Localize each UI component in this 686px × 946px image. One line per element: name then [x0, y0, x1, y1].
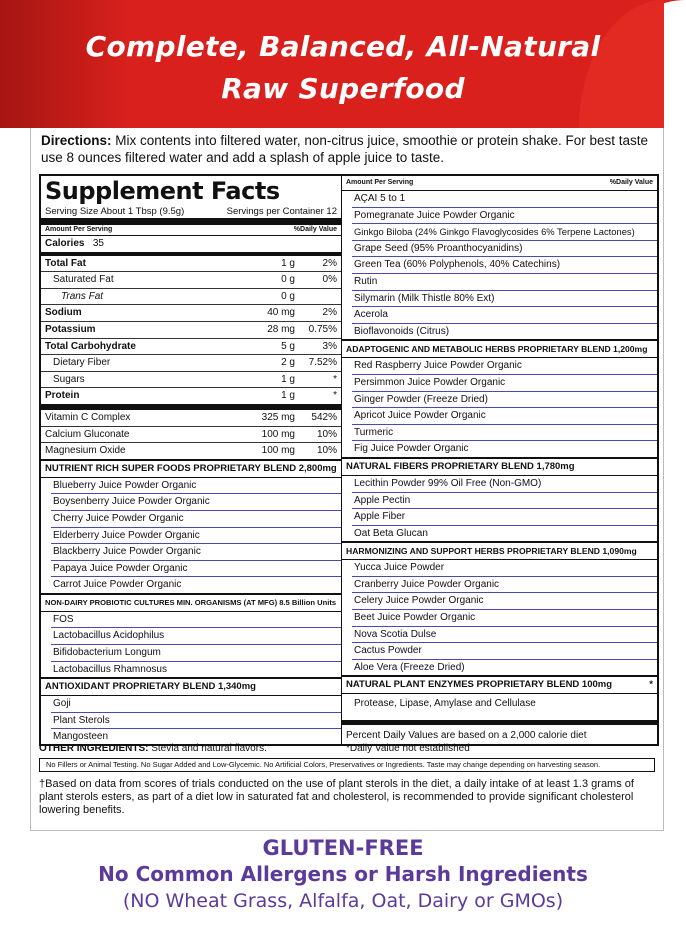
serving-size: Serving Size About 1 Tbsp (9.5g): [45, 206, 185, 217]
calories-row: [41, 236, 341, 256]
ingredient-item: Rutin: [352, 274, 657, 291]
banner-title-line1: Complete, Balanced, All-Natural: [85, 30, 601, 63]
label-panel: [30, 128, 664, 831]
thick-divider: [41, 218, 341, 225]
ingredient-item: Lactobacillus Rhamnosus: [41, 662, 341, 680]
nutrient-row: Sodium 40 mg 2%: [41, 305, 341, 322]
calories-label: Calories: [45, 238, 85, 249]
ingredient-item: Blueberry Juice Powder Organic: [51, 478, 341, 495]
vitamin-row: Calcium Gluconate 100 mg 10%: [41, 427, 341, 444]
ingredient-item: Red Raspberry Juice Powder Organic: [352, 358, 657, 375]
blend-fibers-title: NATURAL FIBERS PROPRIETARY BLEND 1,780mg: [342, 459, 657, 476]
ingredient-item: Protease, Lipase, Amylase and Cellulase: [354, 698, 536, 710]
gluten-free-heading: GLUTEN-FREE: [262, 836, 424, 860]
amount-header: [41, 225, 341, 236]
facts-title: Supplement Facts: [45, 177, 280, 205]
directions-label: Directions:: [41, 133, 112, 148]
ingredient-item: Apricot Juice Powder Organic: [352, 408, 657, 425]
ingredient-item: Lactobacillus Acidophilus: [51, 628, 341, 645]
right-amount-header: [342, 176, 657, 191]
ingredient-item: Ginger Powder (Freeze Dried): [352, 392, 657, 409]
nutrient-row: Trans Fat 0 g: [41, 289, 341, 306]
daily-value-label: %Daily Value: [293, 226, 337, 233]
serving-info: [41, 206, 341, 218]
ingredient-item: Bioflavonoids (Citrus): [342, 324, 657, 342]
ingredient-item: Oat Beta Glucan: [342, 526, 657, 544]
ingredient-item: Turmeric: [352, 425, 657, 442]
banner-curve-inner: [579, 0, 664, 128]
ingredient-item: Pomegranate Juice Powder Organic: [352, 208, 657, 225]
banner-shade: [0, 0, 130, 128]
nutrient-row: Protein 1 g *: [41, 388, 341, 410]
nutrient-row: Total Carbohydrate 5 g 3%: [41, 339, 341, 356]
blend-enzymes-title: [342, 677, 657, 694]
ingredient-item: Cactus Powder: [352, 643, 657, 660]
directions-text: Mix contents into filtered water, non-citrus juice, smoothie or protein shake. For best taste use 8 ounces filtered water and add a splash of apple juice to taste.: [41, 133, 649, 165]
ingredient-item: AÇAI 5 to 1: [352, 191, 657, 208]
banner-title-line2: Raw Superfood: [221, 72, 465, 105]
ingredient-item: Blackberry Juice Powder Organic: [51, 544, 341, 561]
ingredient-item: Cherry Juice Powder Organic: [51, 511, 341, 528]
facts-left-column: [41, 176, 342, 744]
ingredient-item: Silymarin (Milk Thistle 80% Ext): [352, 291, 657, 308]
ingredient-item: Plant Sterols: [51, 713, 341, 730]
vitamin-row: Vitamin C Complex 325 mg 542%: [41, 410, 341, 427]
other-ingredients: [39, 742, 655, 756]
dv-not-established-note: *Daily Value not established: [346, 743, 470, 755]
ingredient-item: Boysenberry Juice Powder Organic: [51, 494, 341, 511]
right-amount-label: Amount Per Serving: [346, 179, 414, 186]
nutrient-row: Dietary Fiber 2 g 7.52%: [41, 355, 341, 372]
blend-superfoods-title: NUTRIENT RICH SUPER FOODS PROPRIETARY BLEND 2,800mg: [41, 461, 341, 478]
ingredient-item: Apple Pectin: [352, 493, 657, 510]
ingredient-item: Persimmon Juice Powder Organic: [352, 375, 657, 392]
ingredient-item: Ginkgo Biloba (24% Ginkgo Flavoglycosides 6% Terpene Lactones): [352, 224, 657, 241]
ingredient-item: Acerola: [352, 307, 657, 324]
nutrient-row: Potassium 28 mg 0.75%: [41, 322, 341, 339]
allergen-subheading: (NO Wheat Grass, Alfalfa, Oat, Dairy or GMOs): [122, 890, 564, 912]
nutrient-row: Saturated Fat 0 g 0%: [41, 272, 341, 289]
ingredient-item: Yucca Juice Powder: [352, 560, 657, 577]
calories-value: 35: [92, 238, 104, 249]
blend-probiotic-title: NON-DAIRY PROBIOTIC CULTURES MIN. ORGANISMS (AT MFG) 8.5 Billion Units: [41, 595, 341, 612]
ingredient-item: Beet Juice Powder Organic: [352, 610, 657, 627]
nutrient-row: Sugars 1 g *: [41, 372, 341, 389]
ingredient-item: Lecithin Powder 99% Oil Free (Non-GMO): [352, 476, 657, 493]
blend-antioxidant-title: ANTIOXIDANT PROPRIETARY BLEND 1,340mg: [41, 679, 341, 696]
amount-per-serving-label: Amount Per Serving: [45, 226, 113, 233]
ingredient-item: Nova Scotia Dulse: [352, 627, 657, 644]
plant-sterols-footnote: †Based on data from scores of trials conducted on the use of plant sterols in the diet, a daily intake of at least 1.3 grams of plant sterols esters, as part of a diet low in saturated fat and cholesterol, is recommended to provide significant cholesterol lowering benefits.: [39, 778, 634, 816]
ingredient-item: Carrot Juice Powder Organic: [41, 577, 341, 595]
ingredient-item: FOS: [51, 612, 341, 629]
ingredient-item: Papaya Juice Powder Organic: [51, 561, 341, 578]
blend-enzymes-title-text: NATURAL PLANT ENZYMES PROPRIETARY BLEND 100mg: [346, 679, 613, 691]
ingredient-item: Celery Juice Powder Organic: [352, 593, 657, 610]
directions: [41, 132, 653, 166]
ingredient-item: Elderberry Juice Powder Organic: [51, 528, 341, 545]
ingredient-item: Mangosteen: [53, 731, 109, 743]
ingredient-item: Bifidobacterium Longum: [51, 645, 341, 662]
nutrient-row: Total Fat 1 g 2%: [41, 256, 341, 273]
ingredient-item: Grape Seed (95% Proanthocyanidins): [352, 241, 657, 258]
other-ingredients-label: OTHER INGREDIENTS:: [39, 743, 149, 754]
servings-per-container: Servings per Container 12: [226, 206, 337, 217]
ingredient-item: Goji: [51, 696, 341, 713]
facts-right-column: [342, 176, 657, 755]
ingredient-item: Aloe Vera (Freeze Dried): [342, 660, 657, 678]
ingredient-item: Cranberry Juice Powder Organic: [352, 577, 657, 594]
ingredient-item: Apple Fiber: [352, 509, 657, 526]
percent-dv-note: Percent Daily Values are based on a 2,000 calorie diet: [346, 730, 587, 742]
allergen-heading: No Common Allergens or Harsh Ingredients: [98, 862, 588, 886]
blend-enzymes-star: *: [649, 679, 653, 691]
blend-adaptogenic-title: ADAPTOGENIC AND METABOLIC HERBS PROPRIETARY BLEND 1,200mg: [342, 341, 657, 358]
other-ingredients-text: Stevia and natural flavors.: [151, 743, 267, 754]
vitamin-row: Magnesium Oxide 100 mg 10%: [41, 443, 341, 461]
top-banner: [0, 0, 686, 128]
ingredient-item: Green Tea (60% Polyphenols, 40% Catechins): [352, 257, 657, 274]
right-dv-label: %Daily Value: [609, 179, 653, 186]
no-fillers-note: No Fillers or Animal Testing. No Sugar Added and Low-Glycemic. No Artificial Colors, Preservatives or Ingredients. Taste may change depending on harvesting season.: [39, 758, 655, 772]
ingredient-item: Fig Juice Powder Organic: [342, 441, 657, 459]
blend-harmonizing-title: HARMONIZING AND SUPPORT HERBS PROPRIETARY BLEND 1,090mg: [342, 543, 657, 560]
